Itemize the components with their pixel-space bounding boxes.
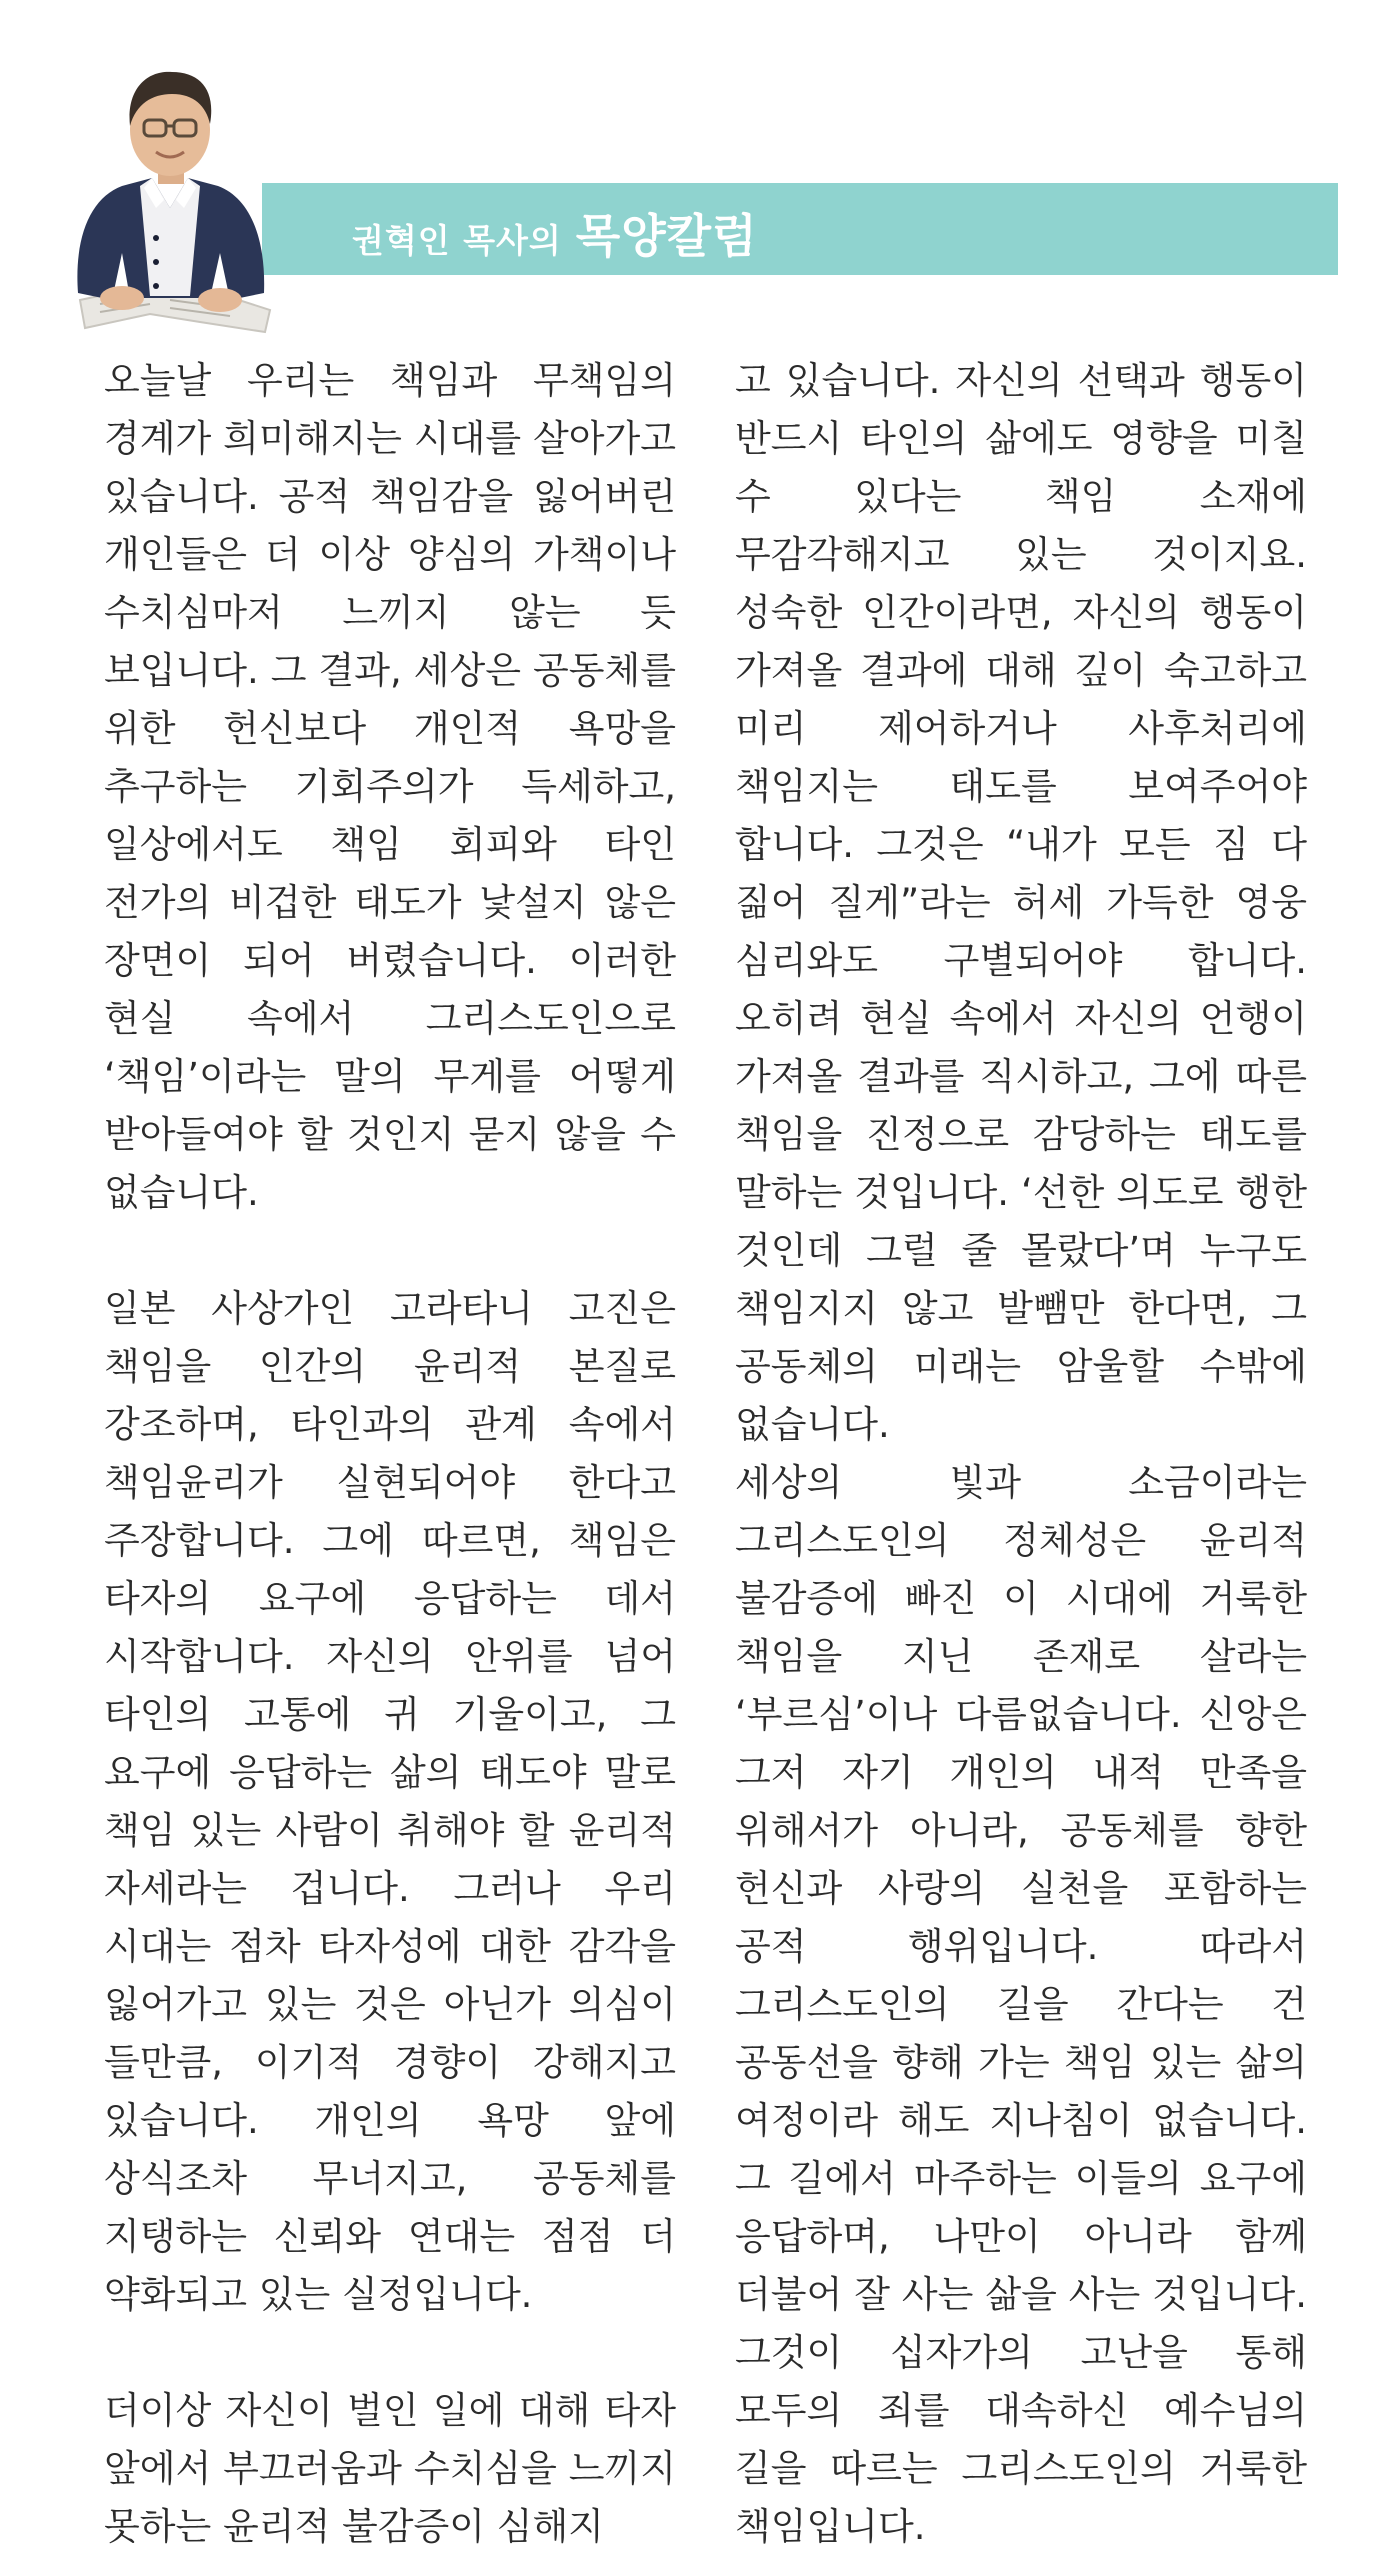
article-paragraph: 세상의 빛과 소금이라는 그리스도인의 정체성은 윤리적 불감증에 빠진 이 시대에 거룩한 책임을 지닌 존재로 살라는 ‘부르심’이나 다름없습니다. 신앙은 그저 자기 개인의 내적 만족을 위해서가 아니라, 공동체를 향한 헌신과 사랑의 실천을 포함하는 공적 행위입니다. 따라서 그리스도인의 길을 간다는 건 공동선을 향해 가는 책임 있는 삶의 여정이라 해도 지나침이 없습니다. 그 길에서 마주하는 이들의 요구에 응답하며, 나만이 아니라 함께 더불어 잘 사는 삶을 사는 것입니다. 그것이 십자가의 고난을 통해 모두의 죄를 대속하신 예수님의 길을 따르는 그리스도인의 거룩한 책임입니다. xyxy=(735,1461,1307,2548)
article-paragraph: 더이상 자신이 벌인 일에 대해 타자 앞에서 부끄러움과 수치심을 느끼지 못하는 윤리적 불감증이 심해지 xyxy=(104,2389,676,2548)
article-paragraph: 고 있습니다. 자신의 선택과 행동이 반드시 타인의 삶에도 영향을 미칠 수 있다는 책임 소재에 무감각해지고 있는 것이지요. 성숙한 인간이라면, 자신의 행동이 가져올 결과에 대해 깊이 숙고하고 미리 제어하거나 사후처리에 책임지는 태도를 보여주어야 합니다. 그것은 “내가 모든 짐 다 짊어 질게”라는 허세 가득한 영웅 심리와도 구별되어야 합니다. 오히려 현실 속에서 자신의 언행이 가져올 결과를 직시하고, 그에 따른 책임을 진정으로 감당하는 태도를 말하는 것입니다. ‘선한 의도로 행한 것인데 그럴 줄 몰랐다’며 누구도 책임지지 않고 발뺌만 한다면, 그 공동체의 미래는 암울할 수밖에 없습니다. xyxy=(735,359,1307,1446)
article-paragraph: 일본 사상가인 고라타니 고진은 책임을 인간의 윤리적 본질로 강조하며, 타인과의 관계 속에서 책임윤리가 실현되어야 한다고 주장합니다. 그에 따르면, 책임은 타자의 요구에 응답하는 데서 시작합니다. 자신의 안위를 넘어 타인의 고통에 귀 기울이고, 그 요구에 응답하는 삶의 태도야 말로 책임 있는 사람이 취해야 할 윤리적 자세라는 겁니다. 그러나 우리 시대는 점차 타자성에 대한 감각을 잃어가고 있는 것은 아닌가 의심이 들만큼, 이기적 경향이 강해지고 있습니다. 개인의 욕망 앞에 상식조차 무너지고, 공동체를 지탱하는 신뢰와 연대는 점점 더 약화되고 있는 실정입니다. xyxy=(104,1287,676,2316)
pastor-portrait-photo xyxy=(60,48,280,338)
column-name: 목양칼럼 xyxy=(575,209,758,263)
article-column-right xyxy=(735,352,1307,2556)
article-column-left xyxy=(104,352,676,2556)
article-paragraph: 오늘날 우리는 책임과 무책임의 경계가 희미해지는 시대를 살아가고 있습니다. 공적 책임감을 잃어버린 개인들은 더 이상 양심의 가책이나 수치심마저 느끼지 않는 듯 보입니다. 그 결과, 세상은 공동체를 위한 헌신보다 개인적 욕망을 추구하는 기회주의가 득세하고, 일상에서도 책임 회피와 타인 전가의 비겁한 태도가 낯설지 않은 장면이 되어 버렸습니다. 이러한 현실 속에서 그리스도인으로 ‘책임’이라는 말의 무게를 어떻게 받아들여야 할 것인지 묻지 않을 수 없습니다. xyxy=(104,359,676,1214)
column-title xyxy=(352,200,758,263)
author-name: 권혁인 목사의 xyxy=(352,221,562,260)
